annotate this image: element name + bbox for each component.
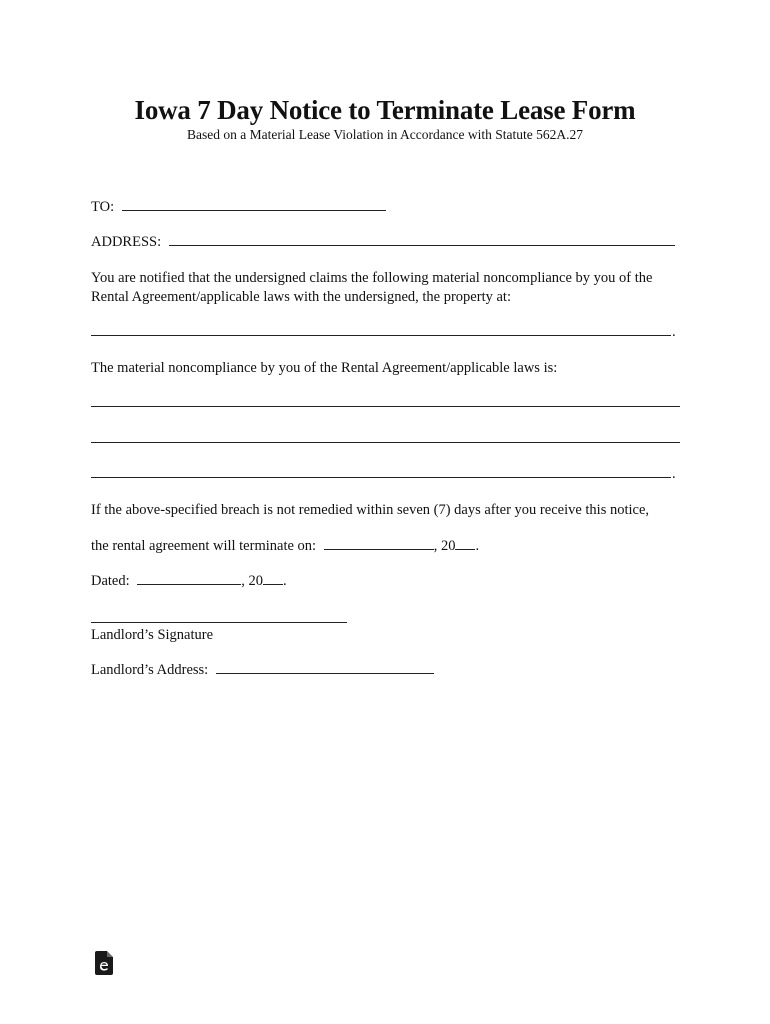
to-field[interactable] bbox=[122, 198, 386, 211]
address-row bbox=[91, 232, 675, 252]
terminate-date-field[interactable] bbox=[324, 537, 434, 550]
landlord-address-label: Landlord’s Address: bbox=[91, 662, 209, 678]
noncompliance-field-2[interactable] bbox=[91, 442, 680, 443]
dated-row bbox=[91, 571, 287, 591]
noncompliance-field-3[interactable] bbox=[91, 477, 671, 478]
to-row bbox=[91, 197, 386, 217]
page-title: Iowa 7 Day Notice to Terminate Lease Form bbox=[134, 95, 636, 125]
terminate-row bbox=[91, 536, 479, 556]
dated-year-prefix: , 20 bbox=[241, 573, 264, 589]
page-subtitle: Based on a Material Lease Violation in Accordance with Statute 562A.27 bbox=[187, 127, 583, 142]
signature-label: Landlord’s Signature bbox=[91, 627, 214, 643]
noncompliance-field-1[interactable] bbox=[91, 406, 680, 407]
noncompliance-period: . bbox=[672, 466, 676, 482]
notice-line-2: Rental Agreement/applicable laws with the undersigned, the property at: bbox=[91, 289, 511, 305]
landlord-address-row bbox=[91, 660, 434, 680]
eforms-logo-icon bbox=[95, 951, 113, 975]
terminate-period: . bbox=[475, 538, 480, 554]
dated-period: . bbox=[283, 573, 287, 589]
address-field[interactable] bbox=[169, 233, 675, 246]
address-label: ADDRESS: bbox=[91, 234, 162, 250]
signature-field[interactable] bbox=[91, 622, 347, 623]
landlord-address-field[interactable] bbox=[216, 661, 434, 674]
to-label: TO: bbox=[91, 199, 115, 215]
dated-date-field[interactable] bbox=[137, 572, 241, 585]
terminate-year-prefix: , 20 bbox=[433, 538, 456, 554]
noncompliance-label: The material noncompliance by you of the Rental Agreement/applicable laws is: bbox=[91, 360, 558, 376]
property-field[interactable] bbox=[91, 335, 671, 336]
terminate-year-field[interactable] bbox=[455, 537, 475, 550]
breach-line: If the above-specified breach is not remedied within seven (7) days after you receive this notice, bbox=[91, 502, 650, 518]
dated-label: Dated: bbox=[91, 573, 130, 589]
terminate-label: the rental agreement will terminate on: bbox=[91, 538, 317, 554]
dated-year-field[interactable] bbox=[263, 572, 283, 585]
property-period: . bbox=[672, 324, 676, 340]
notice-line-1: You are notified that the undersigned claims the following material noncompliance by you of the bbox=[91, 270, 653, 286]
